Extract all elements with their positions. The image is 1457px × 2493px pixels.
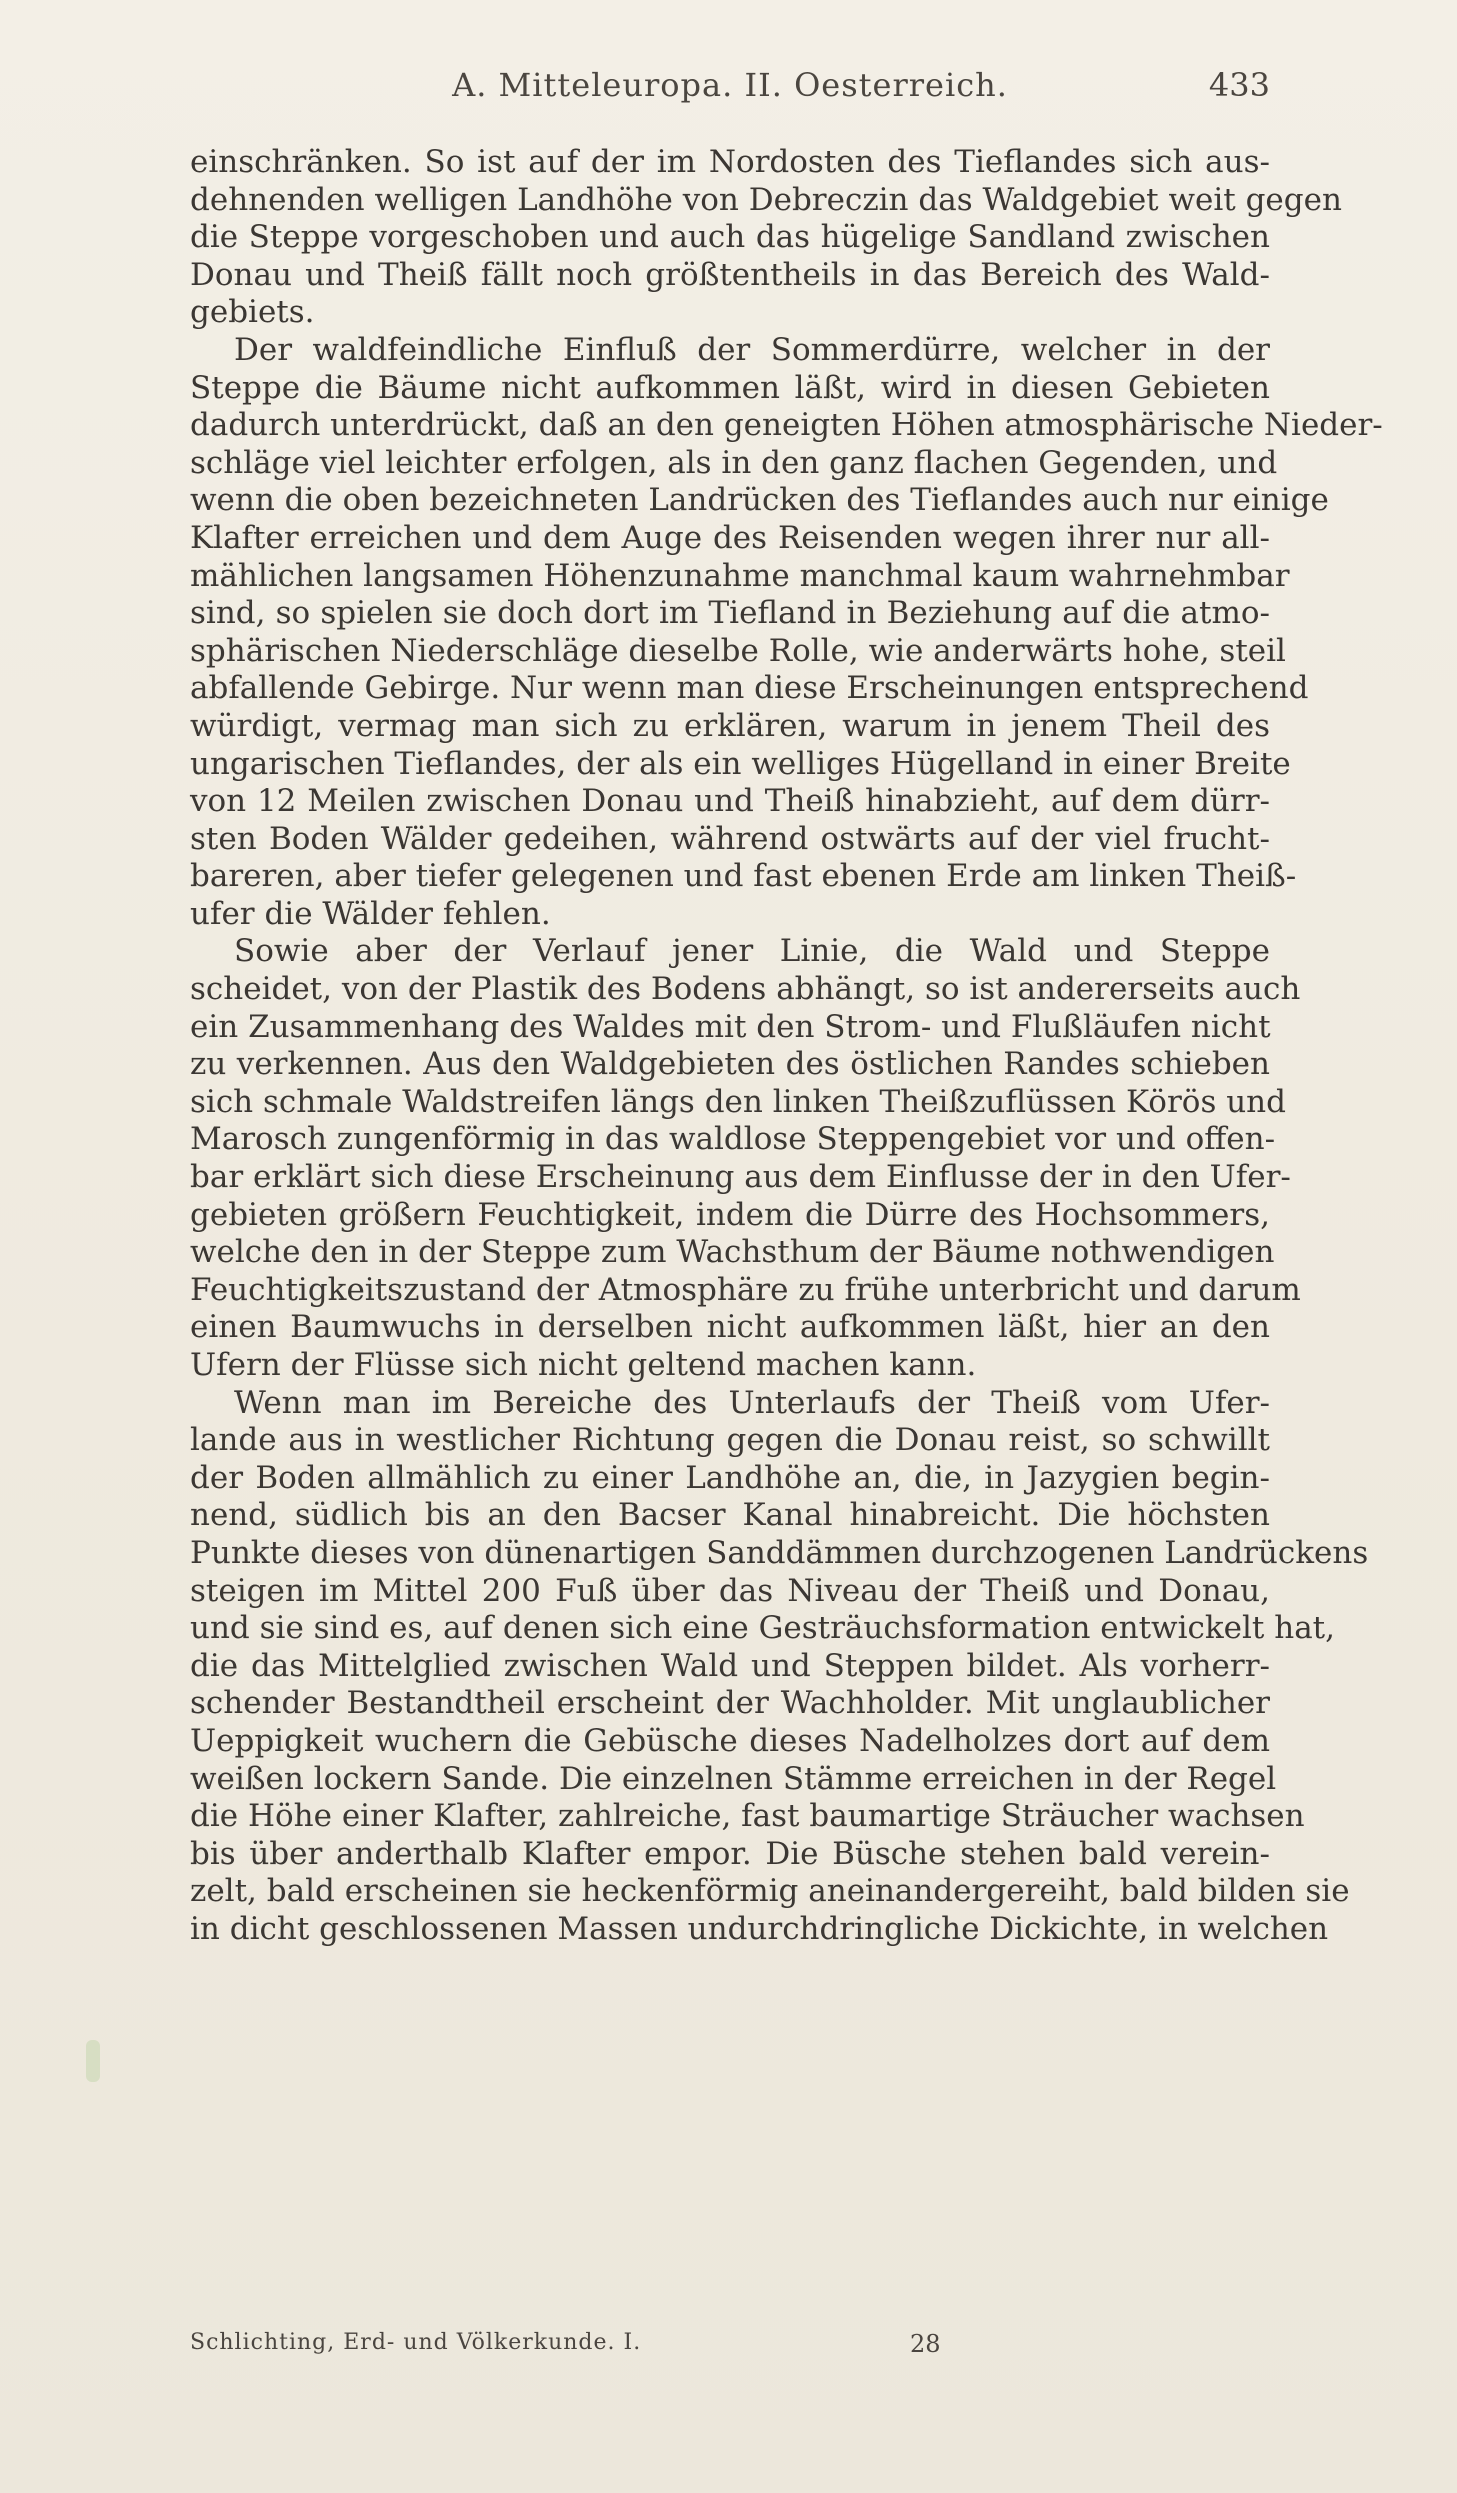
printer-signature: Schlichting, Erd- und Völkerkunde. I. (190, 2330, 642, 2355)
text-line: nend, südlich bis an den Bacser Kanal hinabreicht. Die höchsten (190, 1497, 1270, 1534)
text-line: einen Baumwuchs in derselben nicht aufkommen läßt, hier an den (190, 1309, 1270, 1346)
text-line: lande aus in westlicher Richtung gegen die Donau reist, so schwillt (190, 1422, 1270, 1459)
text-line: ungarischen Tieflandes, der als ein welliges Hügelland in einer Breite (190, 745, 1291, 782)
text-line: Wenn man im Bereiche des Unterlaufs der Theiß vom Ufer- (234, 1384, 1270, 1421)
text-line: gebieten größern Feuchtigkeit, indem die Dürre des Hochsommers, (190, 1196, 1270, 1233)
text-line: sich schmale Waldstreifen längs den linken Theißzuflüssen Körös und (190, 1083, 1286, 1120)
text-line: die Höhe einer Klafter, zahlreiche, fast baumartige Sträucher wachsen (190, 1798, 1305, 1835)
text-line: sphärischen Niederschläge dieselbe Rolle, wie anderwärts hohe, steil (190, 632, 1286, 669)
text-line: scheidet, von der Plastik des Bodens abhängt, so ist andererseits auch (190, 971, 1301, 1008)
text-line: Der waldfeindliche Einfluß der Sommerdürre, welcher in der (234, 331, 1270, 368)
text-line: die das Mittelglied zwischen Wald und Steppen bildet. Als vorherr- (190, 1647, 1270, 1684)
text-line: Ueppigkeit wuchern die Gebüsche dieses Nadelholzes dort auf dem (190, 1722, 1270, 1759)
text-line: wenn die oben bezeichneten Landrücken des Tieflandes auch nur einige (190, 482, 1329, 519)
text-line: bar erklärt sich diese Erscheinung aus dem Einflusse der in den Ufer- (190, 1159, 1291, 1196)
text-line: steigen im Mittel 200 Fuß über das Niveau der Theiß und Donau, (190, 1572, 1270, 1609)
text-line: bis über anderthalb Klafter empor. Die Büsche stehen bald verein- (190, 1835, 1270, 1872)
text-line: welche den in der Steppe zum Wachsthum der Bäume nothwendigen (190, 1234, 1275, 1271)
page-header (190, 62, 1270, 112)
text-line: der Boden allmählich zu einer Landhöhe an, die, in Jazygien begin- (190, 1459, 1270, 1496)
text-line: würdigt, vermag man sich zu erklären, warum in jenem Theil des (190, 707, 1270, 744)
text-line: abfallende Gebirge. Nur wenn man diese Erscheinungen entsprechend (190, 670, 1309, 707)
text-line: Donau und Theiß fällt noch größtentheils in das Bereich des Wald- (190, 256, 1270, 293)
text-line: gebiets. (190, 294, 315, 331)
text-line: schender Bestandtheil erscheint der Wachholder. Mit unglaublicher (190, 1685, 1270, 1722)
text-line: die Steppe vorgeschoben und auch das hügelige Sandland zwischen (190, 219, 1270, 256)
text-line: dehnenden welligen Landhöhe von Debreczin das Waldgebiet weit gegen (190, 181, 1342, 218)
text-line: Punkte dieses von dünenartigen Sanddämmen durchzogenen Landrückens (190, 1534, 1369, 1571)
text-line: weißen lockern Sande. Die einzelnen Stämme erreichen in der Regel (190, 1760, 1277, 1797)
text-line: zelt, bald erscheinen sie heckenförmig aneinandergereiht, bald bilden sie (190, 1873, 1350, 1910)
text-line: mählichen langsamen Höhenzunahme manchmal kaum wahrnehmbar (190, 557, 1290, 594)
text-line: Ufern der Flüsse sich nicht geltend machen kann. (190, 1347, 977, 1383)
text-line: ufer die Wälder fehlen. (190, 895, 551, 932)
text-line: zu verkennen. Aus den Waldgebieten des östlichen Randes schieben (190, 1046, 1270, 1083)
text-line: dadurch unterdrückt, daß an den geneigten Höhen atmosphärische Nieder- (190, 407, 1383, 444)
body-text (190, 144, 1383, 1949)
text-line: Sowie aber der Verlauf jener Linie, die Wald und Steppe (234, 933, 1270, 970)
page-number: 433 (1208, 66, 1270, 104)
text-line: einschränken. So ist auf der im Nordosten des Tieflandes sich aus- (190, 144, 1270, 180)
text-line: schläge viel leichter erfolgen, als in den ganz flachen Gegenden, und (190, 444, 1278, 481)
text-line: sten Boden Wälder gedeihen, während ostwärts auf der viel frucht- (190, 820, 1270, 857)
text-line: Klafter erreichen und dem Auge des Reisenden wegen ihrer nur all- (190, 519, 1270, 556)
text-line: Marosch zungenförmig in das waldlose Steppengebiet vor und offen- (190, 1121, 1276, 1158)
text-line: Steppe die Bäume nicht aufkommen läßt, wird in diesen Gebieten (190, 369, 1270, 406)
text-line: ein Zusammenhang des Waldes mit den Strom- und Flußläufen nicht (190, 1008, 1271, 1045)
text-line: Feuchtigkeitszustand der Atmosphäre zu frühe unterbricht und darum (190, 1271, 1301, 1308)
text-line: in dicht geschlossenen Massen undurchdringliche Dickichte, in welchen (190, 1910, 1329, 1947)
page-stain (86, 2040, 100, 2082)
running-title: A. Mitteleuropa. II. Oesterreich. (452, 66, 1008, 104)
text-line: sind, so spielen sie doch dort im Tiefland in Beziehung auf die atmo- (190, 595, 1270, 632)
text-line: von 12 Meilen zwischen Donau und Theiß hinabzieht, auf dem dürr- (190, 783, 1270, 820)
page-footer (190, 2330, 1270, 2370)
text-line: und sie sind es, auf denen sich eine Gesträuchsformation entwickelt hat, (190, 1610, 1335, 1647)
sheet-number: 28 (910, 2330, 941, 2358)
text-line: bareren, aber tiefer gelegenen und fast ebenen Erde am linken Theiß- (190, 858, 1297, 895)
